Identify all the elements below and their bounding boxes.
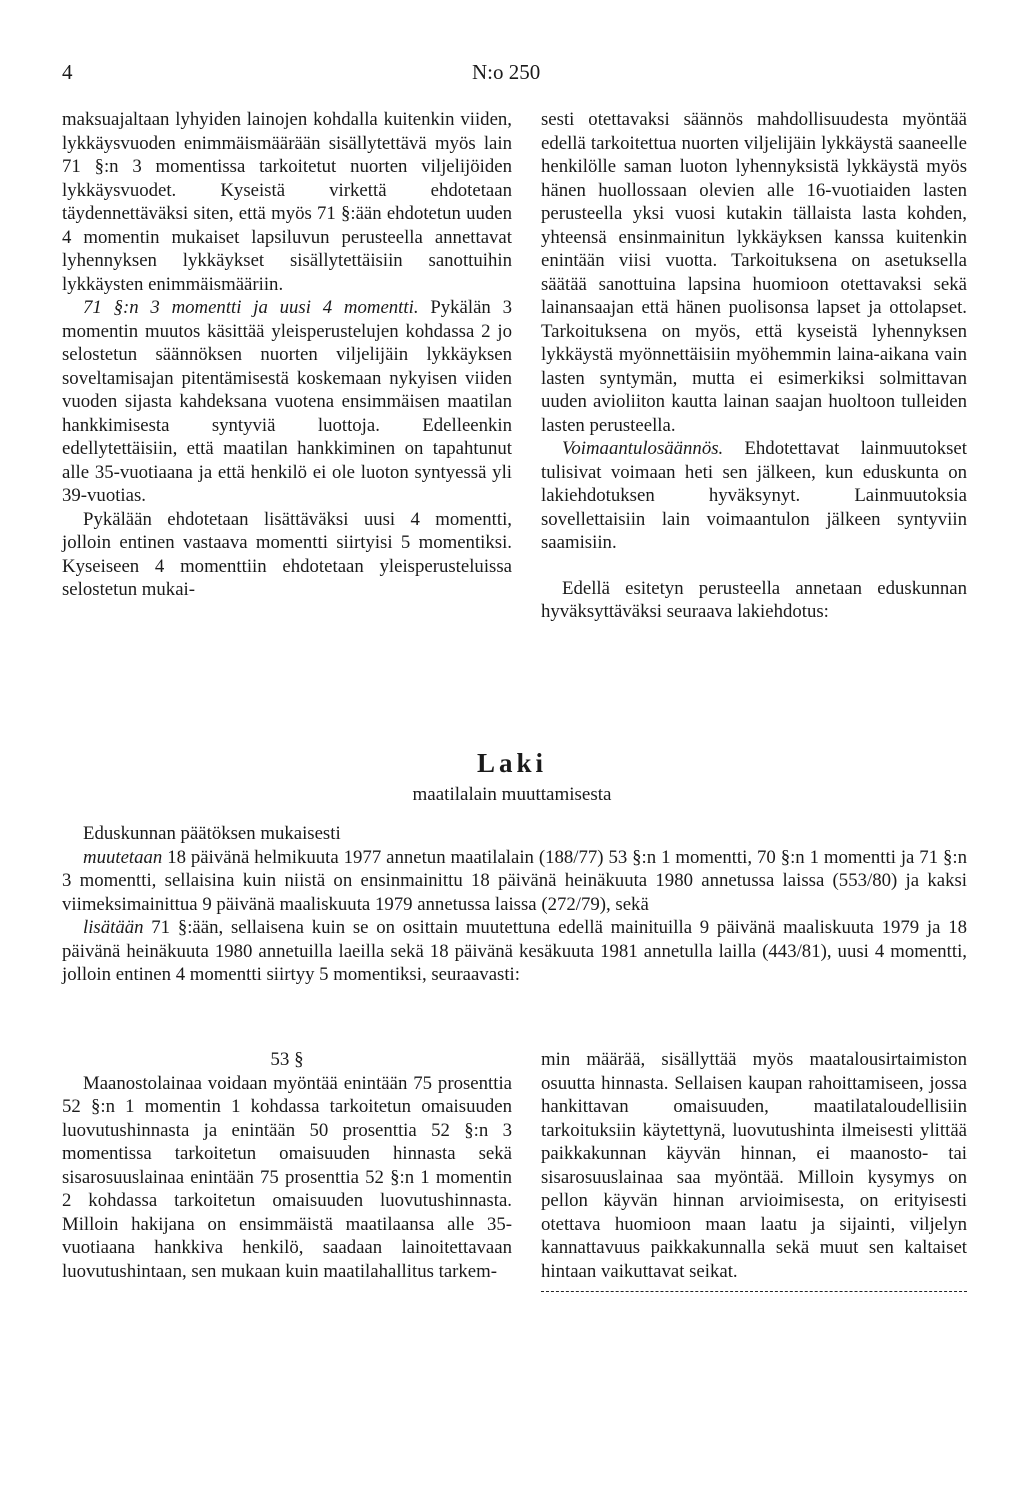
- section-heading: 53 §: [270, 1049, 304, 1070]
- amend-clause: [62, 846, 967, 917]
- section-right-column: [541, 1048, 967, 1292]
- paragraph: Edellä esitetyn perusteella annetaan eduskunnan hyväksyttäväksi seuraava lakiehdotus:: [541, 577, 967, 622]
- document-number: N:o 250: [472, 60, 541, 84]
- add-text: 71 §:ään, sellaisena kuin se on osittain muutettuna edellä mainituilla 9 päivänä maaliskuuta 1979 ja 18 päivänä heinäkuuta 1980 annetuilla laeilla sekä 18 päivänä kesäkuuta 1981 annetulla lailla (443/81), uusi 4 momentti, jolloin entinen 4 momentti siirtyy 5 momentiksi, seuraavasti:: [62, 917, 967, 985]
- amend-text: 18 päivänä helmikuuta 1977 annetun maatilalain (188/77) 53 §:n 1 momentti, 70 §:n 1 momentti ja 71 §:n 3 momentti, sellaisina kuin niistä on ensinmainittu 18 päivänä heinäkuuta 1980 annetussa laissa (553/80) ja kaksi viimeksimainittua 9 päivänä maaliskuuta 1979 annetussa laissa (272/79), sekä: [62, 846, 967, 915]
- amend-word: muutetaan: [83, 846, 163, 868]
- omission-dash-line: [541, 1291, 967, 1292]
- add-word: lisätään: [83, 917, 144, 938]
- page-number: 4: [62, 60, 73, 84]
- add-clause: [62, 916, 967, 987]
- paragraph-body: Ehdotettavat lainmuutokset tulisivat voimaan heti sen jälkeen, kun eduskunta on lakiehdotuksen hyväksynyt. Lainmuutoksia sovellettaisiin lain voimaantulon jälkeen syntyviin saamisiin.: [541, 438, 967, 553]
- section-left-column: [62, 1048, 512, 1283]
- law-title: Laki: [476, 748, 548, 778]
- law-subtitle: maatilalain muuttamisesta: [412, 784, 612, 805]
- paragraph-heading: 71 §:n 3 momentti ja uusi 4 momentti.: [83, 297, 419, 318]
- paragraph: [62, 296, 512, 508]
- left-column: [62, 108, 512, 602]
- paragraph: [541, 437, 967, 555]
- section-text-continued: min määrää, sisällyttää myös maatalousirtaimiston osuutta hinnasta. Sellaisen kaupan rahoittamiseen, jossa hankittavan omaisuuden, maatilataloudellisiin tarkoituksiin käytettynä, luovutushinta ilmeisesti ylittää paikkakunnan käyvän hinnan, ei maanosto- tai sisarosuuslainaa saa myöntää. Milloin kysymys on pellon käyvän hinnan arvioimisesta, on erityisesti otettava huomioon maan laatu ja sijainti, viljelyn kannattavuus paikkakunnalla sekä muut sen kaltaiset hintaan vaikuttavat seikat.: [541, 1049, 967, 1282]
- paragraph: Pykälään ehdotetaan lisättäväksi uusi 4 momentti, jolloin entinen vastaava momentti siirtyisi 5 momentiksi. Kyseiseen 4 momenttiin ehdotetaan yleisperusteluissa selostetun mukai-: [62, 508, 512, 600]
- section-text: Maanostolainaa voidaan myöntää enintään 75 prosenttia 52 §:n 1 momentin 1 kohdassa tarkoitetun omaisuuden luovutushinnasta ja enintään 50 prosenttia 52 §:n 3 momentissa tarkoitetun omaisuuden hinnasta sekä sisarosuuslainaa enintään 75 prosenttia 52 §:n 1 momentin 2 kohdassa tarkoitetun omaisuuden luovutushinnasta. Milloin hakijana on ensimmäistä maatilaansa alle 35-vuotiaana hankkiva henkilö, saadaan lainoitettavaan luovutushintaan, sen mukaan kuin maatilahallitus tarkem-: [62, 1072, 512, 1282]
- paragraph: maksuajaltaan lyhyiden lainojen kohdalla kuitenkin viiden, lykkäysvuoden enimmäismäärään sisällytettävä myös lain 71 §:n 3 momentissa tarkoitetut nuorten viljelijöiden lykkäysvuodet. Kyseistä virkettä ehdotetaan täydennettäväksi siten, että myös 71 §:ään ehdotetun uuden 4 momentin mukaiset lapsiluvun perusteella annettavat lyhennyksen lykkäykset sisällytettäisiin sanottuihin lykkäysten enimmäismääriin.: [62, 109, 512, 295]
- law-preamble: [62, 822, 967, 987]
- right-column: [541, 108, 967, 624]
- preamble-intro: Eduskunnan päätöksen mukaisesti: [83, 823, 341, 844]
- paragraph-body: Pykälän 3 momentin muutos käsittää yleisperustelujen kohdassa 2 jo selostetun säännöksen nuorten viljelijäin lykkäyksen soveltamisajan pitentämisestä koskemaan nykyisen viiden vuoden sijasta kahdeksana vuotena ensimmäisen maatilan hankkimisesta syntyviä luottoja. Edelleenkin edellytettäisiin, että maatilan hankkiminen on tapahtunut alle 35-vuotiaana ja että henkilö ei ole luoton syntyessä yli 39-vuotias.: [62, 297, 513, 506]
- spacer: [541, 555, 967, 577]
- paragraph: sesti otettavaksi säännös mahdollisuudesta myöntää edellä tarkoitettua nuorten viljelijäin lykkäystä saaneelle henkilölle saman luoton lyhennyksistä lykkäystä myös hänen huollossaan olevien alle 16-vuotiaiden lasten perusteella yksi vuosi kutakin tällaista lasta kohden, yhteensä ensinmainitun lykkäyksen kanssa kuitenkin enintään viisi vuotta. Tarkoituksena on asetuksella säätää sanottuina lapsina huomioon otettavaksi sekä lainansaajan että hänen puolisonsa lapset ja ottolapset. Tarkoituksena on myös, että kyseistä lyhennyksen lykkäystä myönnettäisiin myöhemmin laina-aikana vain lasten syntymän, mutta ei esimerkiksi solmittavan uuden avioliiton kautta lainan saajan huoltoon tulleiden lasten perusteella.: [541, 109, 967, 436]
- paragraph-heading: Voimaantulosäännös.: [562, 438, 724, 459]
